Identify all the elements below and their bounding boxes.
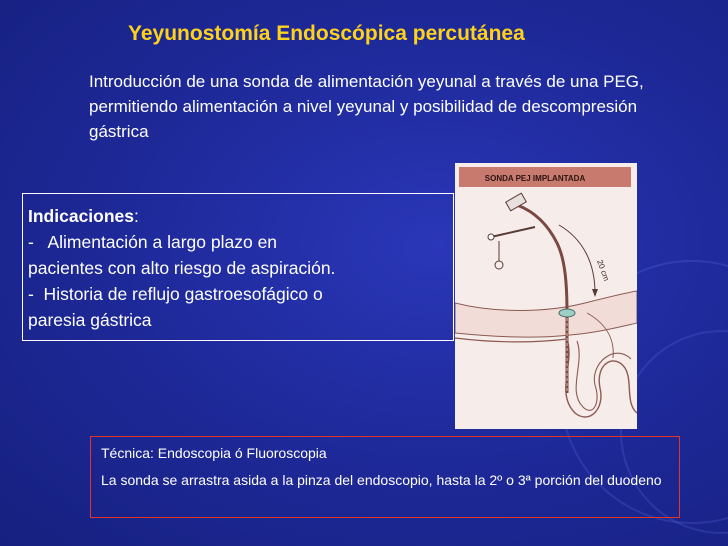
indication-line-3: - Historia de reflujo gastroesofágico o [28,284,323,304]
indication-line-1: - Alimentación a largo plazo en [28,232,278,252]
technique-line: Técnica: Endoscopia ó Fluoroscopia [101,445,327,461]
indications-heading: Indicaciones [28,206,135,226]
intro-text: Introducción de una sonda de alimentación yeyunal a través de una PEG, permitiendo alimentación a nivel yeyunal y posibilidad de descompresión gástrica [89,72,644,141]
indications-colon: : [134,206,139,226]
port-ring [495,261,503,269]
side-port-cap [488,234,494,240]
technique-box [90,436,680,518]
measure-label: 20 cm [595,258,612,283]
pej-tube [517,205,567,393]
technique-description: La sonda se arrastra asida a la pinza del endoscopio, hasta la 2º o 3ª porción del duodeno [101,472,662,488]
intestine-loop-inner [576,341,631,410]
pej-tube-illustration [455,163,637,429]
slide-title: Yeyunostomía Endoscópica percutánea [128,22,525,45]
indications-box [22,193,454,341]
pej-diagram [455,163,637,429]
indications-heading-line [28,203,453,229]
abdominal-wall [455,291,637,337]
indication-line-2: pacientes con alto riesgo de aspiración. [28,258,336,278]
side-port [491,227,535,237]
measure-arrowhead [592,289,598,297]
stomach-wall [455,338,567,342]
external-bumper [559,309,575,317]
figure-label: SONDA PEJ IMPLANTADA [484,174,586,183]
indication-line-4: paresia gástrica [28,310,152,330]
